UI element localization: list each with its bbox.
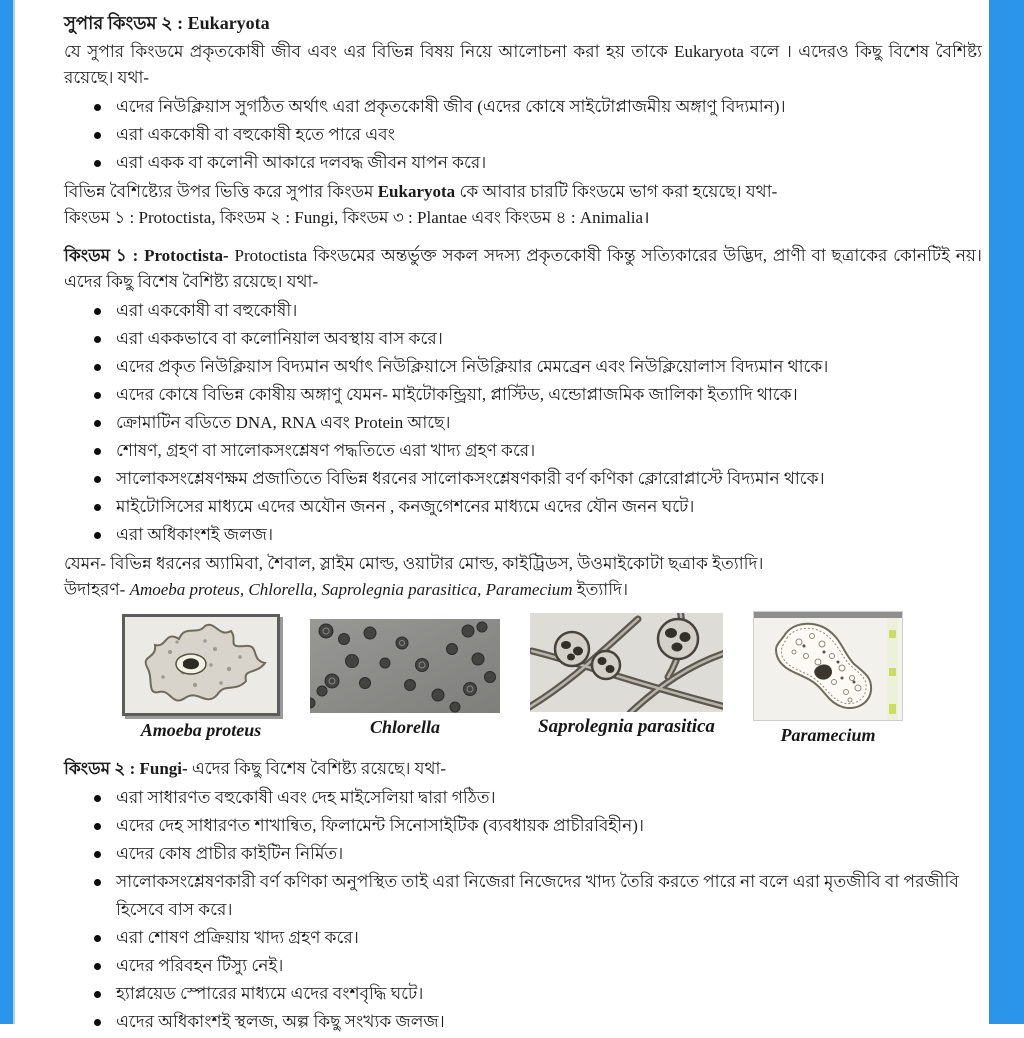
bullet-item [94,297,982,325]
figure-caption-chlorella: Chlorella [369,717,440,737]
bullet-item [94,353,982,381]
chlorella-image [310,619,500,713]
kingdom-list-paragraph: কিংডম ১ : Protoctista, কিংডম ২ : Fungi, কিংডম ৩ : Plantae এবং কিংডম ৪ : Animalia। [64,208,650,227]
bullet-icon [94,795,101,802]
bullet-icon [94,132,101,139]
figure-caption-saprolegnia: Saprolegnia parasitica [538,716,715,737]
bullet-icon [94,991,101,998]
bullet-text: সালোকসংশ্লেষণকারী বর্ণ কণিকা অনুপস্থিত তাই এরা নিজেরা নিজেদের খাদ্য তৈরি করতে পারে না বলে এরা মৃতজীবি বা পরজীবি হিসেবে বাস করে। [116,872,959,919]
figure-amoeba [122,611,280,741]
bullet-text: এরা এককভাবে বা কলোনিয়াল অবস্থায় বাস করে। [116,329,443,348]
bullet-item [94,980,982,1008]
fungi-heading-paragraph [64,756,982,782]
kingdom-division-paragraph [64,179,982,205]
text-run: বিভিন্ন বৈশিষ্ট্যের উপর ভিত্তি করে সুপার কিংডম [64,182,378,201]
bullet-icon [94,448,101,455]
bullet-icon [94,504,101,511]
bullet-icon [94,364,101,371]
bullet-text: শোষণ, গ্রহণ বা সালোকসংশ্লেষণ পদ্ধতিতে এরা খাদ্য গ্রহণ করে। [116,441,536,460]
chlorella-illustration [310,619,500,713]
figure-caption-paramecium: Paramecium [780,725,876,745]
bullet-icon [94,823,101,830]
figure-paramecium [753,611,903,746]
bullet-text: এরা সাধারণত বহুকোষী এবং দেহ মাইসেলিয়া দ্বারা গঠিত। [116,788,496,807]
bullet-item [94,409,982,437]
bullet-icon [94,336,101,343]
examples-bengali-line: যেমন- বিভিন্ন ধরনের অ্যামিবা, শৈবাল, স্লাইম মোল্ড, ওয়াটার মোল্ড, কাইট্রিডস, উওমাইকোটা ছত্রাক ইত্যাদি। [64,554,764,573]
amoeba-image [122,614,280,716]
bullet-icon [94,879,101,886]
fungi-bullet-list [64,784,982,1036]
examples-species-line [64,577,982,603]
protoctista-heading-paragraph [64,243,982,295]
right-border-bar [989,0,1024,1024]
bullet-item [94,149,982,177]
paramecium-illustration [754,612,902,720]
bullet-text: এরা এককোষী বা বহুকোষী হতে পারে এবং [116,125,395,144]
eukaryota-bold-word: Eukaryota [377,182,456,201]
bullet-icon [94,308,101,315]
bullet-icon [94,104,101,111]
bullet-icon [94,851,101,858]
section-heading-eukaryota: সুপার কিংডম ২ : Eukaryota [64,13,270,33]
text-run: উদাহরণ- [64,580,130,599]
text-run: ইত্যাদি। [572,580,629,599]
bullet-icon [94,160,101,167]
bullet-text: এদের দেহ সাধারণত শাখান্বিত, ফিলামেন্ট সিনোসাইটিক (ব্যবধায়ক প্রাচীরবিহীন)। [116,816,644,835]
bullet-text: ক্রোমাটিন বডিতে DNA, RNA এবং Protein আছে। [116,413,451,432]
fungi-heading: কিংডম ২ : Fungi- [64,759,188,778]
bullet-item [94,952,982,980]
bullet-item [94,493,982,521]
figure-caption-amoeba: Amoeba proteus [140,720,262,740]
bullet-text: সালোকসংশ্লেষণক্ষম প্রজাতিতে বিভিন্ন ধরনের সালোকসংশ্লেষণকারী বর্ণ কণিকা ক্লোরোপ্লাস্টে বিদ্যমান থাকে। [116,469,825,488]
left-border-bar [0,0,15,1024]
bullet-item [94,521,982,549]
bullet-text: এদের নিউক্লিয়াস সুগঠিত অর্থাৎ এরা প্রকৃতকোষী জীব (এদের কোষে সাইটোপ্লাজমীয় অঙ্গাণু বিদ্যমান)। [116,97,786,116]
protoctista-bullet-list [64,297,982,549]
bullet-item [94,924,982,952]
bullet-text: এরা অধিকাংশই জলজ। [116,525,274,544]
paramecium-image [753,611,903,721]
bullet-item [94,812,982,840]
bullet-icon [94,963,101,970]
text-run: এদের কিছু বিশেষ বৈশিষ্ট্য রয়েছে। যথা- [187,759,447,778]
bullet-text: এদের প্রকৃত নিউক্লিয়াস বিদ্যমান অর্থাৎ নিউক্লিয়াসে নিউক্লিয়ার মেমব্রেন এবং নিউক্লিয়োলাস বিদ্যমান থাকে। [116,357,829,376]
bullet-item [94,93,982,121]
species-names-italic: Amoeba proteus, Chlorella, Saprolegnia parasitica, Paramecium [129,580,573,599]
bullet-item [94,121,982,149]
bullet-item [94,868,982,924]
bullet-text: এদের পরিবহন টিস্যু নেই। [116,956,284,975]
bullet-item [94,381,982,409]
bullet-icon [94,392,101,399]
bullet-icon [94,532,101,539]
bullet-text: এদের কোষে বিভিন্ন কোষীয় অঙ্গাণু যেমন- মাইটোকন্ড্রিয়া, প্লাস্টিড, এন্ডোপ্লাজমিক জালিকা ইত্যাদি থাকে। [116,385,798,404]
bullet-icon [94,1019,101,1026]
bullet-item [94,437,982,465]
bullet-item [94,784,982,812]
bullet-text: এদের অধিকাংশই স্থলজ, অল্প কিছু সংখ্যক জলজ। [116,1012,445,1031]
bullet-text: হ্যাপ্লয়েড স্পোরের মাধ্যমে এদের বংশবৃদ্ধি ঘটে। [116,984,424,1003]
text-run: কে আবার চারটি কিংডমে ভাগ করা হয়েছে। যথা- [455,182,778,201]
document-content [64,10,982,1038]
figure-chlorella [310,611,500,738]
bullet-item [94,1008,982,1036]
bullet-icon [94,476,101,483]
bullet-text: মাইটোসিসের মাধ্যমে এদের অযৌন জনন , কনজুগেশনের মাধ্যমে এদের যৌন জনন ঘটে। [116,497,695,516]
bullet-icon [94,420,101,427]
eukaryota-intro-paragraph: যে সুপার কিংডমে প্রকৃতকোষী জীব এবং এর বিভিন্ন বিষয় নিয়ে আলোচনা করা হয় তাকে Eukaryota বলে । এদেরও কিছু বিশেষ বৈশিষ্ট্য রয়েছে। যথা- [64,42,982,87]
saprolegnia-illustration [530,613,723,712]
bullet-text: এরা একক বা কলোনী আকারে দলবদ্ধ জীবন যাপন করে। [116,153,487,172]
bullet-item [94,465,982,493]
bullet-icon [94,935,101,942]
bullet-text: এরা এককোষী বা বহুকোষী। [116,301,298,320]
bullet-item [94,325,982,353]
eukaryota-bullet-list [64,93,982,177]
amoeba-illustration [125,617,277,713]
bullet-item [94,840,982,868]
section-gap [64,231,982,243]
saprolegnia-image [530,613,723,712]
text-run: Protoctista কিংডমের অন্তর্ভুক্ত সকল সদস্য প্রকৃতকোষী কিন্তু সত্যিকারের উদ্ভিদ, প্রাণী বা ছত্রাকের কোনটিই নয়। এদের কিছু বিশেষ বৈশিষ্ট্য রয়েছে। যথা- [64,246,982,291]
bullet-text: এরা শোষণ প্রক্রিয়ায় খাদ্য গ্রহণ করে। [116,928,359,947]
protoctista-heading: কিংডম ১ : Protoctista- [64,246,229,265]
figure-saprolegnia [530,611,723,738]
figure-row [122,611,982,746]
bullet-text: এদের কোষ প্রাচীর কাইটিন নির্মিত। [116,844,344,863]
